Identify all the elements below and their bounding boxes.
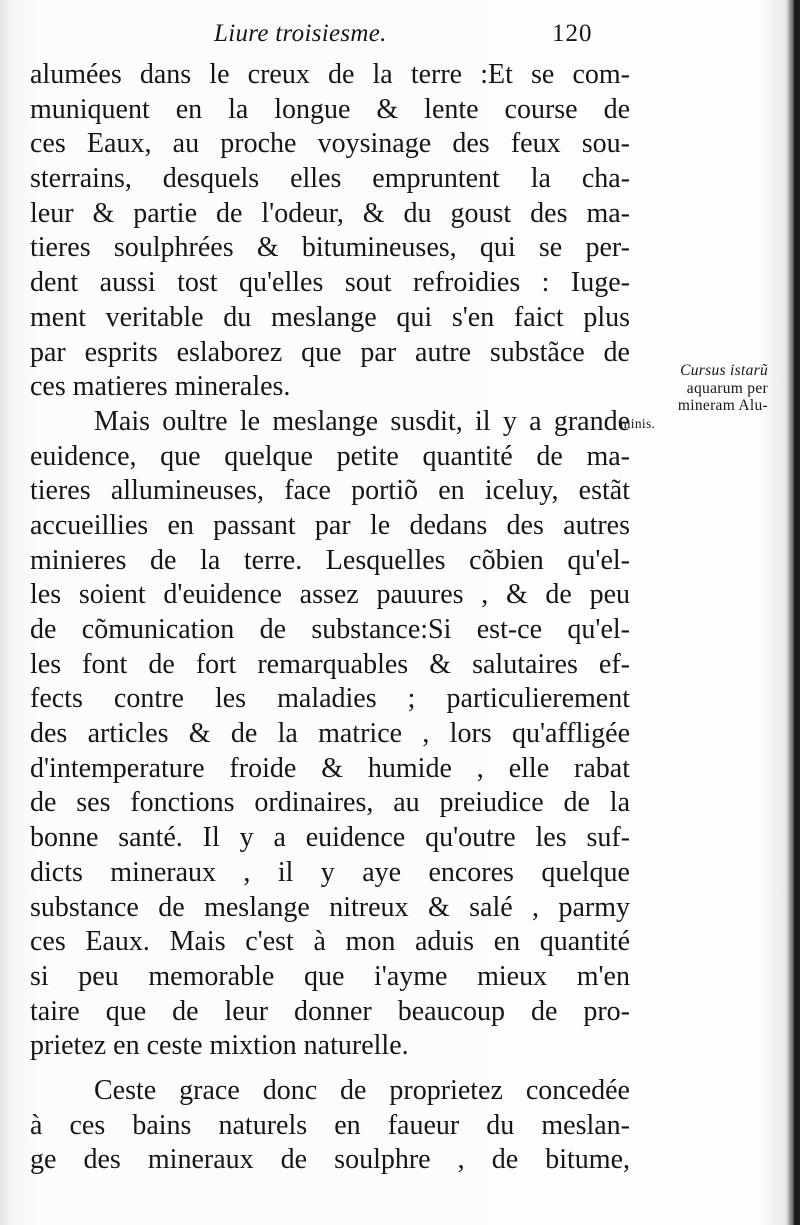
- marginal-note-line: mineram Alu-: [677, 397, 768, 414]
- text-line: tieres allumineuses, face portiõ en iceluy, estãt: [30, 475, 630, 507]
- marginal-note-line: aquarum per: [686, 379, 768, 397]
- text-line: les font de fort remarquables & salutaires ef-: [30, 648, 630, 680]
- text-line: à ces bains naturels en faueur du meslan-: [30, 1109, 630, 1141]
- running-head: Liure troisiesme.: [214, 20, 387, 47]
- text-line: muniquent en la longue & lente course de: [30, 93, 630, 125]
- paragraph-first-line: Mais oultre le meslange susdit, il y a grande: [94, 405, 630, 437]
- marginal-note-line: minis.: [620, 415, 656, 431]
- text-line: bonne santé. Il y a euidence qu'outre les suf-: [30, 822, 630, 854]
- paragraph-first-line: Ceste grace donc de proprietez concedée: [94, 1074, 630, 1106]
- text-line: euidence, que quelque petite quantité de ma-: [30, 440, 630, 472]
- text-line: prietez en ceste mixtion naturelle.: [30, 1030, 409, 1062]
- page-edge: [794, 0, 800, 1225]
- text-line: d'intemperature froide & humide , elle rabat: [30, 752, 630, 784]
- page-header: [0, 18, 800, 58]
- marginal-note-line: Cursus istarũ: [680, 362, 768, 379]
- text-line: ces Eaux, au proche voysinage des feux sou-: [30, 128, 630, 160]
- page-number: 120: [552, 20, 593, 47]
- text-line: leur & partie de l'odeur, & du goust des ma-: [30, 197, 630, 229]
- text-line: ge des mineraux de soulphre , de bitume,: [30, 1144, 630, 1176]
- text-line: ces matieres minerales.: [30, 371, 291, 403]
- text-line: ces Eaux. Mais c'est à mon aduis en quantité: [30, 926, 630, 958]
- marginal-note: [620, 362, 770, 432]
- text-line: si peu memorable que i'ayme mieux m'en: [30, 960, 630, 992]
- text-line: dent aussi tost qu'elles sout refroidies : Iuge-: [30, 267, 630, 299]
- text-line: par esprits eslaborez que par autre substãce de: [30, 336, 630, 368]
- text-line: alumées dans le creux de la terre :Et se com-: [30, 59, 630, 90]
- text-line: substance de meslange nitreux & salé , parmy: [30, 891, 630, 923]
- text-line: fects contre les maladies ; particulierement: [30, 683, 630, 715]
- text-line: les soient d'euidence assez pauures , & de peu: [30, 579, 630, 611]
- text-line: ment veritable du meslange qui s'en faict plus: [30, 301, 630, 333]
- text-line: dicts mineraux , il y aye encores quelque: [30, 856, 630, 888]
- text-line: de cõmunication de substance:Si est-ce qu'el-: [30, 614, 630, 645]
- text-line: taire que de leur donner beaucoup de pro-: [30, 995, 630, 1027]
- text-line: accueillies en passant par le dedans des autres: [30, 509, 630, 541]
- text-line: sterrains, desquels elles empruntent la cha-: [30, 163, 630, 195]
- text-line: minieres de la terre. Lesquelles cõbien qu'el-: [30, 544, 630, 576]
- body-text: [30, 58, 630, 1178]
- text-line: de ses fonctions ordinaires, au preiudice de la: [30, 787, 630, 819]
- text-line: tieres soulphrées & bitumineuses, qui se per-: [30, 232, 630, 264]
- text-line: des articles & de la matrice , lors qu'affligée: [30, 718, 630, 750]
